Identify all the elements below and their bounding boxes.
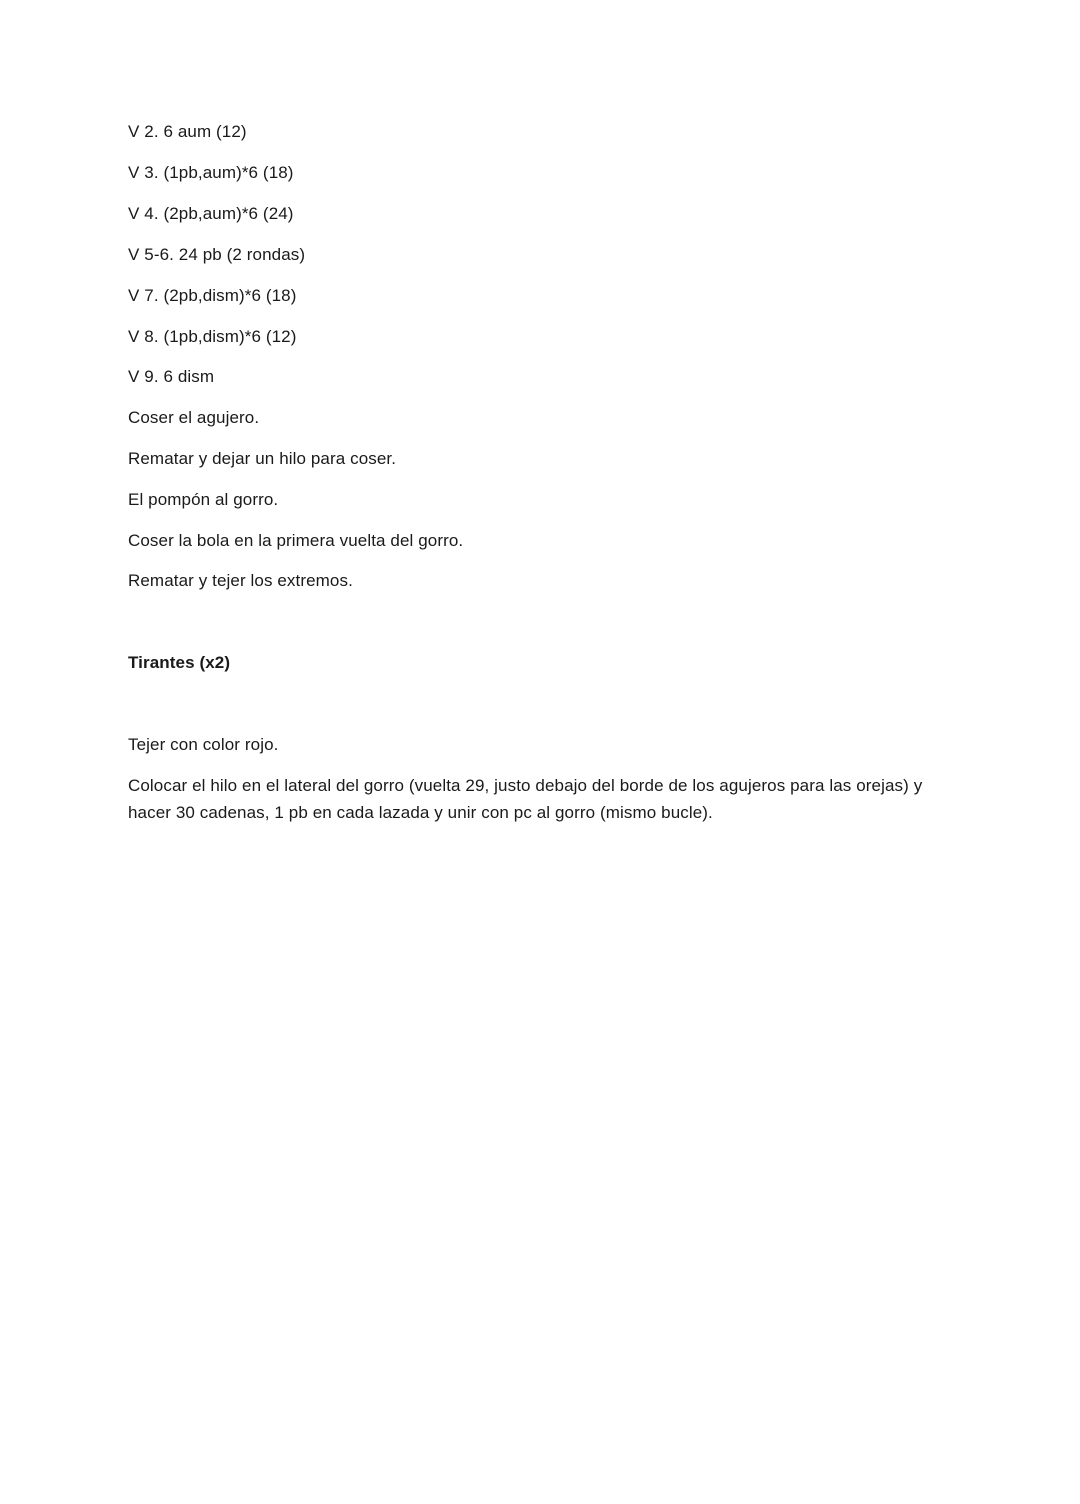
instruction-line: Rematar y tejer los extremos. — [128, 571, 353, 590]
round-line: V 7. (2pb,dism)*6 (18) — [128, 286, 297, 305]
instruction-line: Coser la bola en la primera vuelta del gorro. — [128, 531, 464, 550]
instruction-paragraph: Colocar el hilo en el lateral del gorro (vuelta 29, justo debajo del borde de los agujeros para las orejas) y hacer 30 cadenas, 1 pb en cada lazada y unir con pc al gorro (mismo bucle). — [128, 776, 923, 822]
section-heading: Tirantes (x2) — [128, 653, 231, 672]
round-line: V 3. (1pb,aum)*6 (18) — [128, 163, 294, 182]
color-instruction: Tejer con color rojo. — [128, 735, 279, 754]
round-line: V 9. 6 dism — [128, 367, 215, 386]
round-line: V 8. (1pb,dism)*6 (12) — [128, 327, 297, 346]
round-line: V 5-6. 24 pb (2 rondas) — [128, 245, 306, 264]
instruction-line: El pompón al gorro. — [128, 490, 279, 509]
instruction-line: Rematar y dejar un hilo para coser. — [128, 449, 397, 468]
instruction-line: Coser el agujero. — [128, 408, 260, 427]
round-line: V 2. 6 aum (12) — [128, 122, 247, 141]
round-line: V 4. (2pb,aum)*6 (24) — [128, 204, 294, 223]
